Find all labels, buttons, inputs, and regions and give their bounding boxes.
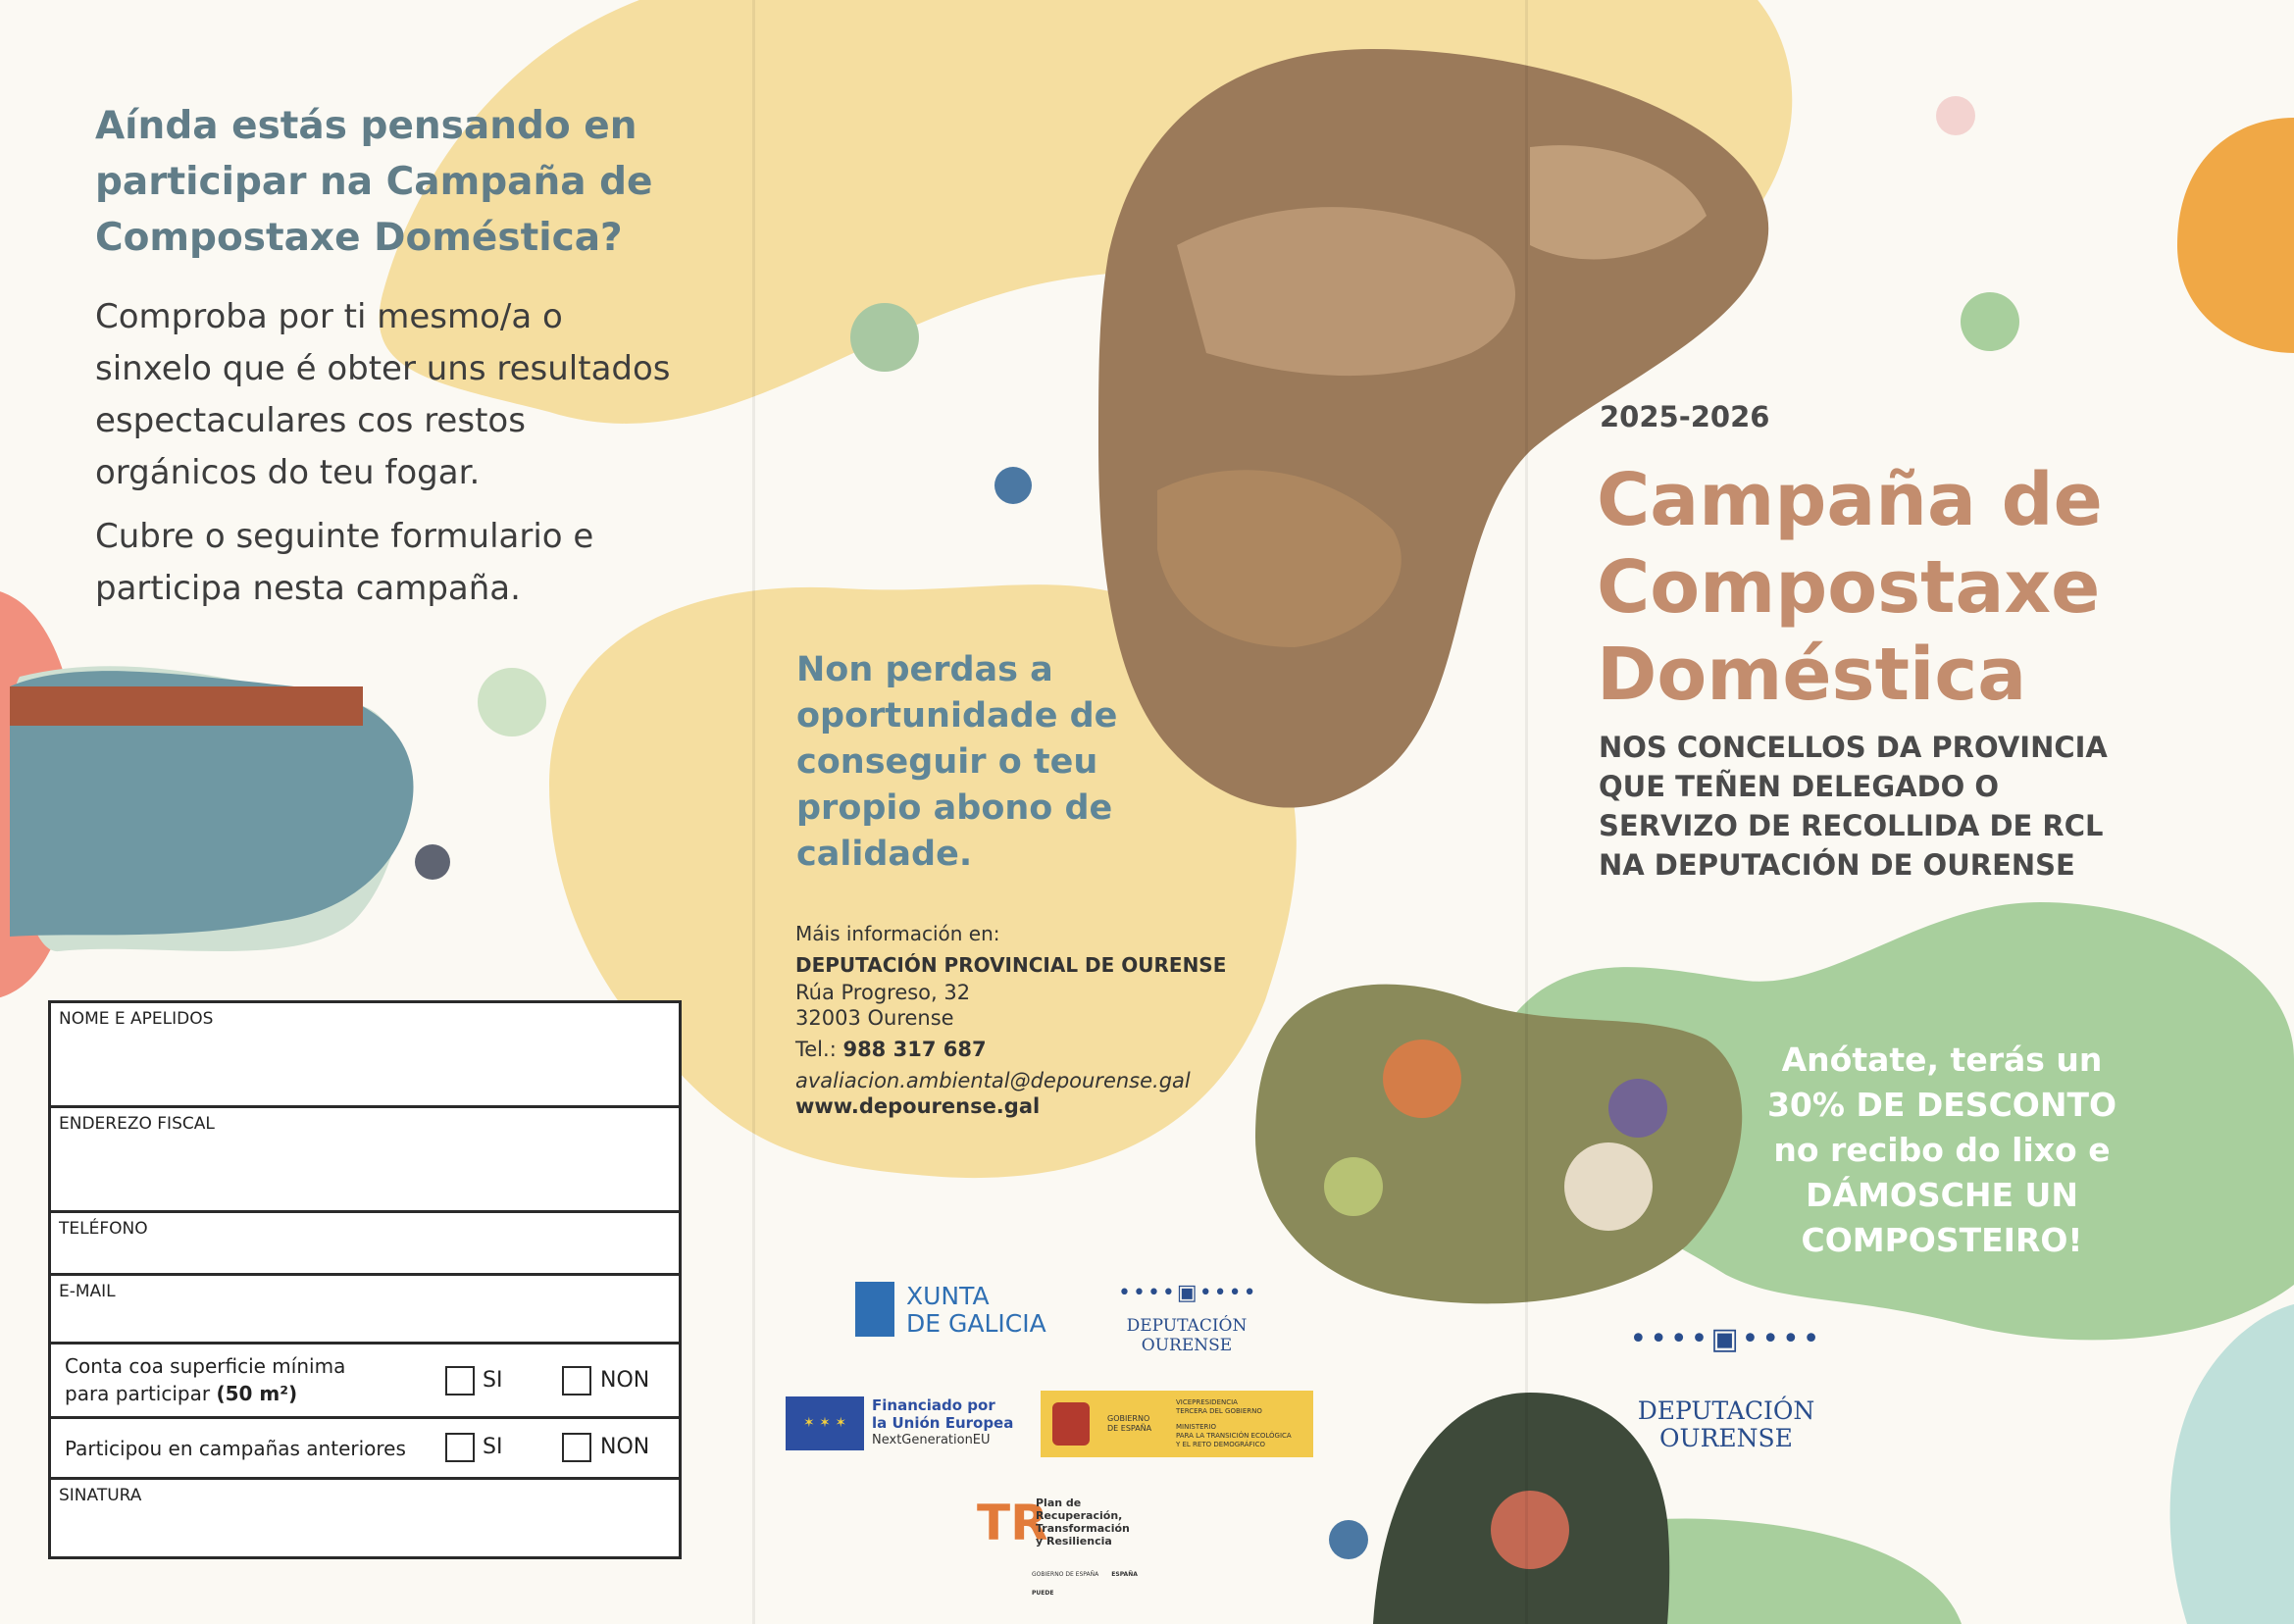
deputacion-small-text-1: DEPUTACIÓN bbox=[1126, 1316, 1248, 1336]
previous-no-label: NON bbox=[600, 1435, 650, 1459]
gobierno-text-7: Y EL RETO DEMOGRÁFICO bbox=[1176, 1441, 1265, 1448]
org-city: 32003 Ourense bbox=[795, 1006, 954, 1030]
crown-crest-icon: ••••▣•••• bbox=[1118, 1281, 1258, 1305]
surface-yes-checkbox[interactable] bbox=[445, 1366, 475, 1396]
campaign-year: 2025-2026 bbox=[1600, 400, 1770, 433]
surface-yes-label: SI bbox=[483, 1368, 503, 1393]
middle-panel-title: Non perdas a oportunidade de conseguir o teu propio abono de calidade. bbox=[796, 650, 1118, 874]
previous-campaign-row bbox=[51, 1419, 679, 1480]
navy-dot bbox=[994, 467, 1032, 504]
gobierno-logo bbox=[1041, 1391, 1313, 1457]
campaign-title: Campaña de Compostaxe Doméstica bbox=[1597, 458, 2103, 717]
gray-dot bbox=[415, 844, 450, 880]
previous-no-checkbox[interactable] bbox=[562, 1433, 591, 1462]
eu-text-1: Financiado por bbox=[872, 1396, 995, 1414]
address-field[interactable] bbox=[51, 1108, 679, 1213]
org-street: Rúa Progreso, 32 bbox=[795, 981, 971, 1004]
plan-text-4: y Resiliencia bbox=[1036, 1535, 1112, 1548]
pink-dot bbox=[1936, 96, 1975, 135]
org-phone: Tel.: 988 317 687 bbox=[795, 1038, 987, 1061]
org-website[interactable]: www.depourense.gal bbox=[795, 1094, 1041, 1118]
surface-question: Conta coa superficie mínima para participar (50 m²) bbox=[65, 1354, 346, 1405]
campaign-subtitle: NOS CONCELLOS DA PROVINCIA QUE TEÑEN DELEGADO O SERVIZO DE RECOLLIDA DE RCL NA DEPUTACIÓN DE OURENSE bbox=[1599, 731, 2108, 882]
food-scraps-image bbox=[1255, 985, 1742, 1304]
address-label: ENDEREZO FISCAL bbox=[59, 1114, 215, 1134]
green-dot bbox=[1961, 292, 2019, 351]
email-field[interactable] bbox=[51, 1276, 679, 1345]
spain-crest-icon bbox=[1052, 1402, 1090, 1446]
gobierno-text-5: MINISTERIO bbox=[1176, 1423, 1216, 1431]
small-gov-text-1: GOBIERNO DE ESPAÑA bbox=[1032, 1571, 1099, 1578]
participation-form bbox=[48, 1000, 682, 1559]
green-dot bbox=[478, 668, 546, 736]
compost-bin-lid bbox=[10, 686, 363, 726]
org-name: DEPUTACIÓN PROVINCIAL DE OURENSE bbox=[795, 953, 1227, 977]
previous-yes-checkbox[interactable] bbox=[445, 1433, 475, 1462]
left-panel-body-1: Comproba por ti mesmo/a o sinxelo que é obter uns resultados espectaculares cos restos orgánicos do teu fogar. bbox=[95, 297, 671, 492]
eu-text-3: NextGenerationEU bbox=[872, 1433, 991, 1447]
deputacion-large-text-1: DEPUTACIÓN bbox=[1637, 1396, 1815, 1425]
gobierno-text-6: PARA LA TRANSICIÓN ECOLÓGICA bbox=[1176, 1432, 1292, 1440]
name-field[interactable] bbox=[51, 1003, 679, 1108]
eu-flag-icon: ✶ ✶ ✶ bbox=[786, 1396, 864, 1450]
xunta-shield-icon bbox=[855, 1282, 894, 1337]
small-gov-text-2: ESPAÑA PUEDE bbox=[1032, 1571, 1138, 1597]
plan-text-3: Transformación bbox=[1036, 1522, 1130, 1535]
deputacion-large-text-2: OURENSE bbox=[1659, 1424, 1793, 1452]
more-info-label: Máis información en: bbox=[795, 922, 1000, 945]
deputacion-logo-large bbox=[1628, 1314, 1824, 1452]
teal-blob bbox=[2170, 1304, 2294, 1624]
email-label: E-MAIL bbox=[59, 1282, 116, 1301]
plan-recuperacion-logo bbox=[971, 1493, 1147, 1557]
org-email[interactable]: avaliacion.ambiental@depourense.gal bbox=[795, 1069, 1191, 1092]
previous-campaign-question: Participou en campañas anteriores bbox=[65, 1437, 406, 1460]
surface-question-row bbox=[51, 1345, 679, 1419]
navy-dot bbox=[1329, 1520, 1368, 1559]
xunta-logo bbox=[855, 1280, 1071, 1341]
green-dot bbox=[850, 303, 919, 372]
gobierno-text-4: TERCERA DEL GOBIERNO bbox=[1176, 1407, 1262, 1415]
left-panel-title: Aínda estás pensando en participar na Campaña de Compostaxe Doméstica? bbox=[95, 104, 653, 260]
deputacion-logo-small bbox=[1118, 1273, 1258, 1355]
left-panel-body-2: Cubre o seguinte formulario e participa nesta campaña. bbox=[95, 517, 594, 608]
gobierno-text-3: VICEPRESIDENCIA bbox=[1176, 1398, 1238, 1406]
gobierno-text-2: DE ESPAÑA bbox=[1107, 1424, 1152, 1433]
eu-logo bbox=[786, 1396, 1021, 1453]
phone-field[interactable] bbox=[51, 1213, 679, 1276]
previous-yes-label: SI bbox=[483, 1435, 503, 1459]
xunta-text-1: XUNTA bbox=[906, 1282, 990, 1310]
promo-text: Anótate, terás un 30% DE DESCONTO no recibo do lixo e DÁMOSCHE UN COMPOSTEIRO! bbox=[1766, 1040, 2117, 1259]
surface-no-checkbox[interactable] bbox=[562, 1366, 591, 1396]
small-gov-logos bbox=[1032, 1561, 1149, 1597]
deputacion-small-text-2: OURENSE bbox=[1141, 1336, 1233, 1355]
phone-label: TELÉFONO bbox=[59, 1219, 148, 1239]
tr-icon: TR bbox=[977, 1495, 1048, 1551]
plan-text-1: Plan de bbox=[1036, 1497, 1082, 1509]
plan-text-2: Recuperación, bbox=[1036, 1509, 1123, 1522]
crown-crest-icon: ••••▣•••• bbox=[1629, 1322, 1823, 1356]
signature-label: SINATURA bbox=[59, 1486, 142, 1505]
name-label: NOME E APELIDOS bbox=[59, 1009, 214, 1029]
signature-field[interactable] bbox=[51, 1480, 679, 1556]
gobierno-text-1: GOBIERNO bbox=[1107, 1414, 1150, 1423]
xunta-text-2: DE GALICIA bbox=[906, 1309, 1046, 1338]
surface-no-label: NON bbox=[600, 1368, 650, 1393]
eu-text-2: la Unión Europea bbox=[872, 1414, 1014, 1432]
orange-image bbox=[2177, 118, 2294, 353]
